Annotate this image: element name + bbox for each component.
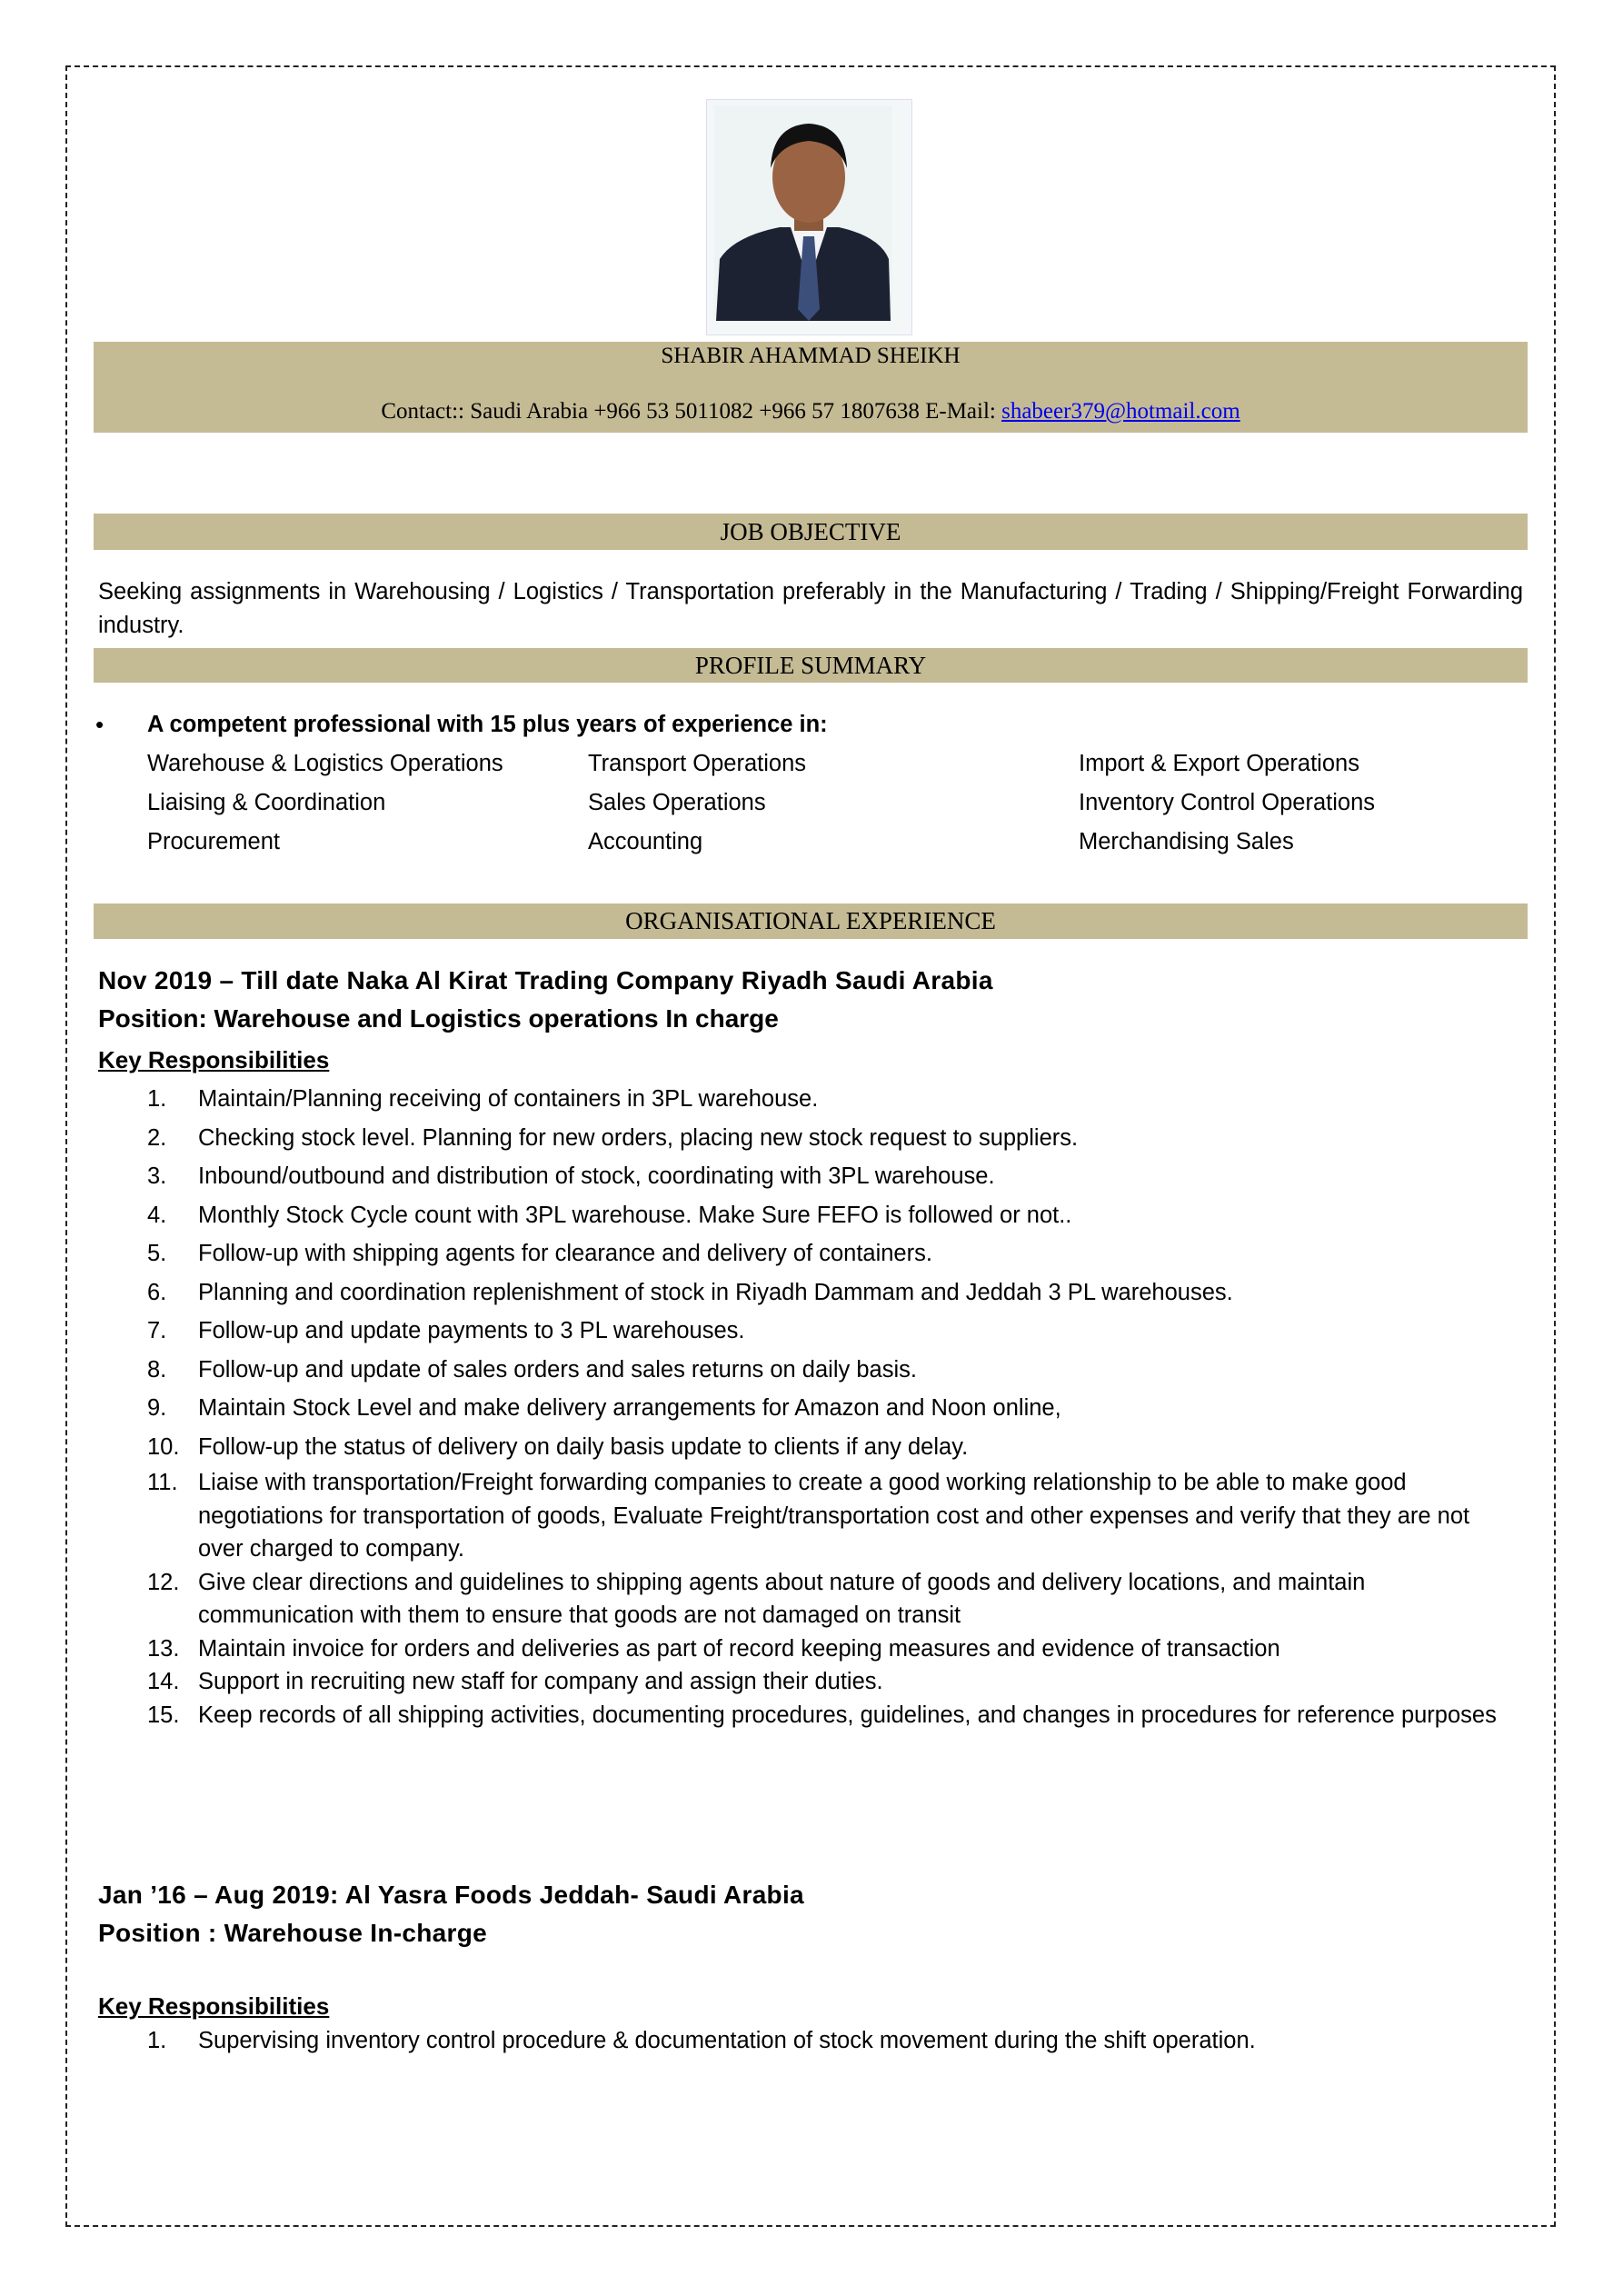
item-number: 1. — [147, 2028, 167, 2053]
responsibilities-list — [147, 1080, 1519, 1732]
skill: Import & Export Operations — [1079, 751, 1359, 776]
item-text: Maintain Stock Level and make delivery arrangements for Amazon and Noon online, — [198, 1395, 1061, 1421]
skill: Inventory Control Operations — [1079, 790, 1375, 815]
job-heading: Jan ’16 – Aug 2019: Al Yasra Foods Jeddah- Saudi Arabia — [98, 1881, 804, 1909]
list-item — [147, 1428, 1519, 1467]
list-item — [147, 1157, 1519, 1196]
skill: Transport Operations — [588, 751, 806, 776]
item-number: 5. — [147, 1241, 167, 1266]
list-item — [147, 1466, 1519, 1566]
item-number: 15. — [147, 1702, 180, 1728]
item-text: Inbound/outbound and distribution of stock, coordinating with 3PL warehouse. — [198, 1163, 995, 1189]
item-number: 7. — [147, 1318, 167, 1343]
list-item — [147, 1389, 1519, 1428]
list-item — [147, 1234, 1519, 1273]
candidate-name: SHABIR AHAMMAD SHEIKH — [661, 344, 961, 368]
item-text: Give clear directions and guidelines to shipping agents about nature of goods and delivery locations, and maintain communication with them to ensure that goods are not damaged on transit — [198, 1569, 1366, 1628]
item-text: Keep records of all shipping activities, documenting procedures, guidelines, and changes in procedures for reference purposes — [198, 1702, 1497, 1728]
item-text: Maintain/Planning receiving of containers in 3PL warehouse. — [198, 1086, 819, 1112]
item-text: Follow-up and update payments to 3 PL warehouses. — [198, 1318, 745, 1343]
item-number: 12. — [147, 1569, 180, 1595]
item-number: 11. — [147, 1470, 178, 1495]
item-text: Follow-up with shipping agents for clearance and delivery of containers. — [198, 1241, 932, 1266]
list-item — [147, 1312, 1519, 1351]
list-item — [147, 1080, 1519, 1119]
item-text: Follow-up and update of sales orders and sales returns on daily basis. — [198, 1356, 917, 1383]
item-text: Support in recruiting new staff for company and assign their duties. — [198, 1669, 883, 1694]
list-item — [147, 1119, 1519, 1158]
list-item — [147, 2021, 1519, 2061]
contact-line — [94, 399, 1528, 424]
list-item — [147, 1196, 1519, 1235]
email-link[interactable]: shabeer379@hotmail.com — [1001, 399, 1240, 424]
key-responsibilities-label: Key Responsibilities — [98, 1046, 330, 1073]
item-number: 3. — [147, 1163, 167, 1189]
responsibilities-list — [147, 2021, 1519, 2061]
item-number: 4. — [147, 1202, 167, 1228]
contact-text: Contact:: Saudi Arabia +966 53 5011082 +966 57 1807638 E-Mail: — [381, 399, 1002, 424]
item-text: Maintain invoice for orders and deliveries as part of record keeping measures and evidence of transaction — [198, 1635, 1280, 1662]
list-item — [147, 1566, 1519, 1632]
item-text: Checking stock level. Planning for new orders, placing new stock request to suppliers. — [198, 1124, 1079, 1151]
job-position: Position: Warehouse and Logistics operations In charge — [98, 1004, 779, 1033]
item-text: Follow-up the status of delivery on daily basis update to clients if any delay. — [198, 1433, 969, 1460]
list-item — [147, 1699, 1519, 1732]
skill: Accounting — [588, 829, 703, 854]
item-text: Supervising inventory control procedure & documentation of stock movement during the shift operation. — [198, 2028, 1256, 2053]
item-number: 13. — [147, 1635, 180, 1662]
item-text: Monthly Stock Cycle count with 3PL warehouse. Make Sure FEFO is followed or not.. — [198, 1202, 1072, 1228]
key-responsibilities-label: Key Responsibilities — [98, 1992, 330, 2020]
skill: Sales Operations — [588, 790, 766, 815]
item-number: 8. — [147, 1356, 167, 1383]
item-number: 9. — [147, 1395, 167, 1421]
skill: Merchandising Sales — [1079, 829, 1294, 854]
list-item — [147, 1273, 1519, 1313]
item-text: Liaise with transportation/Freight forwarding companies to create a good working relationship to be able to make good negotiations for transportation of goods, Evaluate Freight/transportation cost and other expenses and verify that they are not over charged to company. — [198, 1470, 1470, 1562]
skill: Liaising & Coordination — [147, 790, 386, 815]
item-number: 10. — [147, 1433, 180, 1460]
job-objective-header: JOB OBJECTIVE — [94, 514, 1528, 550]
job-heading: Nov 2019 – Till date Naka Al Kirat Trading Company Riyadh Saudi Arabia — [98, 966, 993, 994]
skill: Warehouse & Logistics Operations — [147, 751, 503, 776]
list-item — [147, 1632, 1519, 1666]
item-number: 14. — [147, 1669, 180, 1694]
item-number: 1. — [147, 1086, 167, 1112]
item-text: Planning and coordination replenishment of stock in Riyadh Dammam and Jeddah 3 PL warehouses. — [198, 1279, 1233, 1305]
profile-summary-header: PROFILE SUMMARY — [94, 648, 1528, 683]
experience-header: ORGANISATIONAL EXPERIENCE — [94, 903, 1528, 939]
job-position: Position : Warehouse In-charge — [98, 1919, 488, 1947]
list-item — [147, 1665, 1519, 1699]
job-objective-text: Seeking assignments in Warehousing / Logistics / Transportation preferably in the Manufacturing / Trading / Shipping/Freight Forwarding industry. — [98, 579, 1523, 638]
list-item — [147, 1351, 1519, 1390]
bullet-icon: • — [95, 711, 105, 738]
profile-lead: A competent professional with 15 plus years of experience in: — [147, 712, 828, 737]
item-number: 6. — [147, 1279, 167, 1305]
skill: Procurement — [147, 829, 280, 854]
profile-photo — [706, 99, 912, 335]
item-number: 2. — [147, 1124, 167, 1151]
header-band — [94, 342, 1528, 433]
